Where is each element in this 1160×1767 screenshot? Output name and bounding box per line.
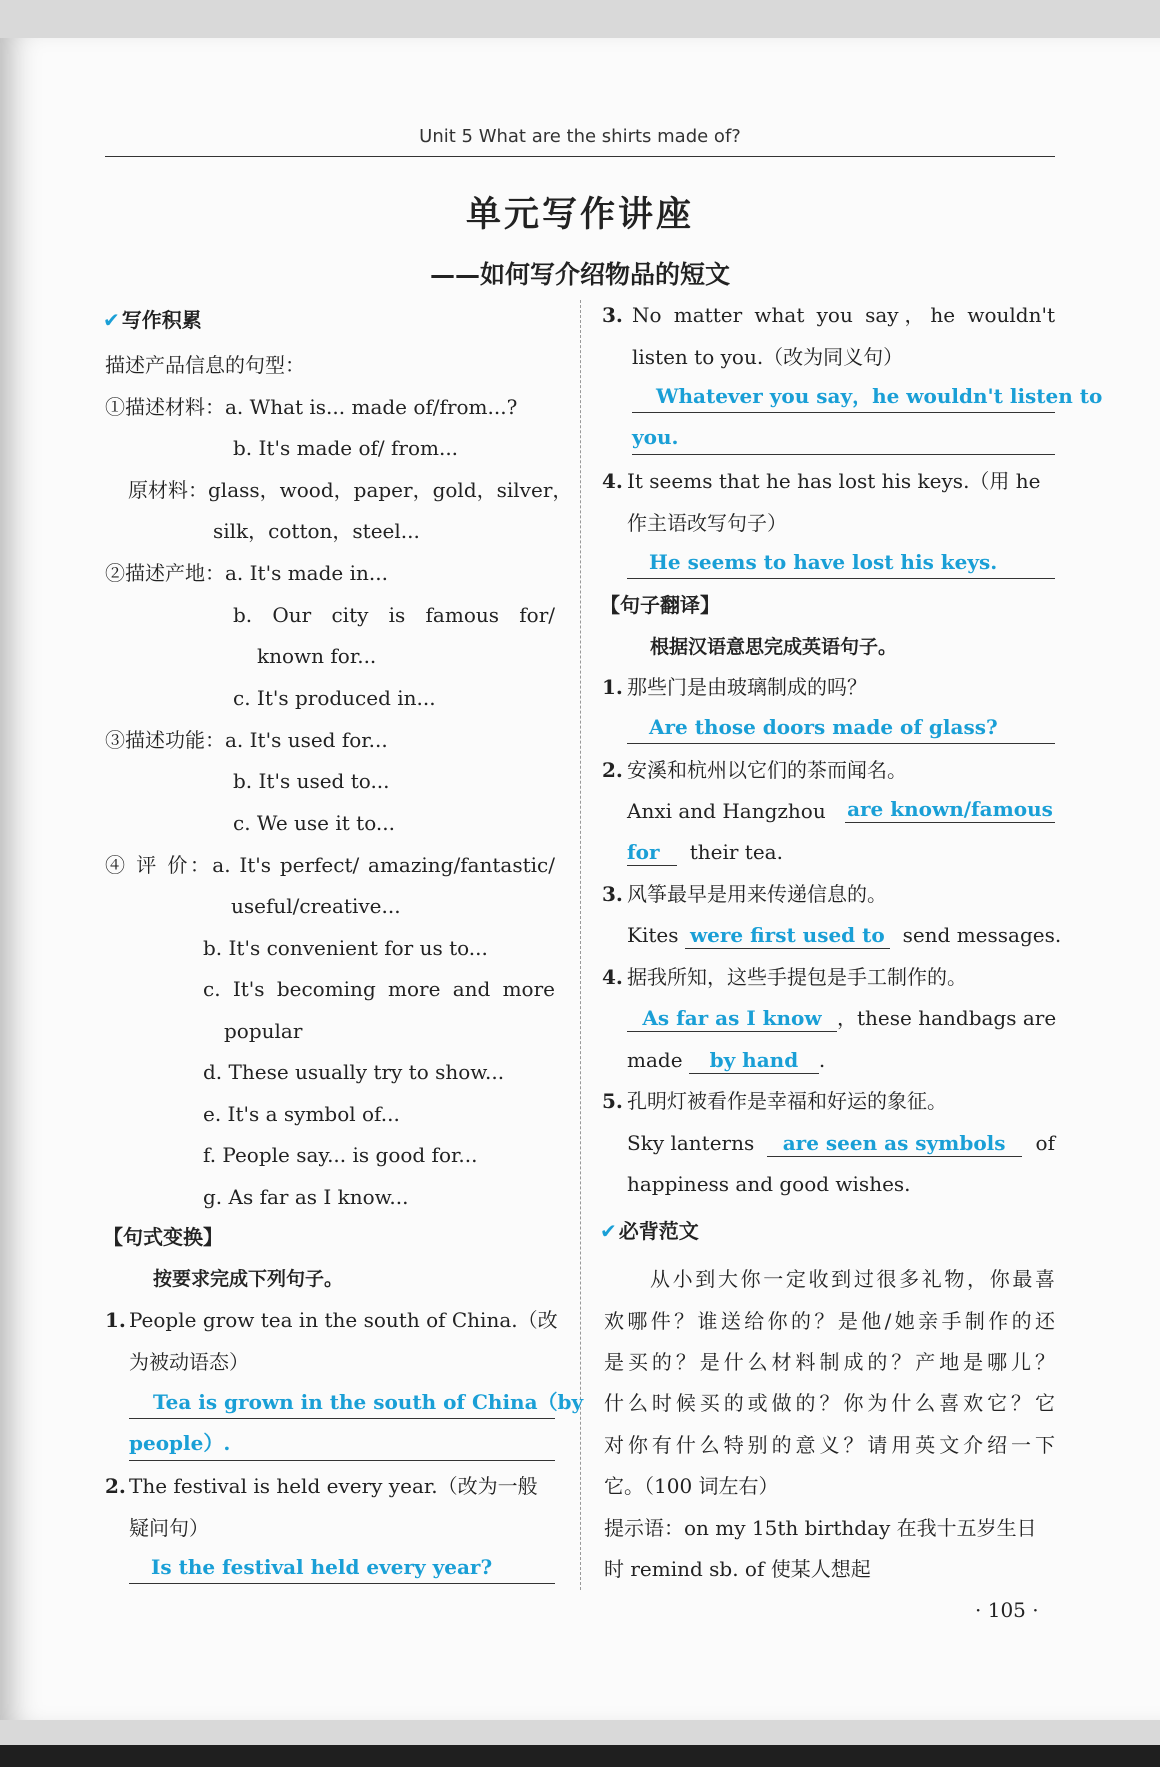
t5-sentence-cont: happiness and good wishes. <box>627 1172 911 1196</box>
t5-answer-blank: are seen as symbols <box>767 1130 1022 1157</box>
t4-chinese: 据我所知，这些手提包是手工制作的。 <box>627 965 967 989</box>
intro-line: 描述产品信息的句型： <box>105 353 305 377</box>
pattern-evaluation-b: b. It's convenient for us to... <box>203 936 488 960</box>
q1-answer: Tea is grown in the south of China（by <box>129 1387 555 1419</box>
pattern-evaluation-c-cont: popular <box>224 1019 303 1043</box>
essay-hint-line-2: 时 remind sb. of 使某人想起 <box>604 1557 871 1581</box>
t2-sentence-cont: for their tea. <box>627 840 783 864</box>
t3-sentence: Kites were first used to send messages. <box>627 923 1062 947</box>
running-head: Unit 5 What are the shirts made of? <box>419 126 741 147</box>
t1-number: 1. <box>602 675 623 699</box>
essay-prompt-line-2: 欢哪件？谁送给你的？是他/她亲手制作的还 <box>604 1309 1055 1333</box>
q1-prompt: People grow tea in the south of China.（改 <box>129 1308 558 1332</box>
q3-prompt: No matter what you say，he wouldn't <box>632 303 1055 327</box>
q2-prompt: The festival is held every year.（改为一般 <box>129 1474 538 1498</box>
q2-prompt-cont: 疑问句） <box>129 1516 209 1540</box>
t1-answer: Are those doors made of glass? <box>627 712 1055 744</box>
checkmark-icon: ✔ <box>103 308 120 332</box>
t5-sentence: Sky lanterns are seen as symbols of <box>627 1131 1055 1155</box>
t2-number: 2. <box>602 758 623 782</box>
section-heading-translation: 【句子翻译】 <box>600 593 720 617</box>
t3-chinese: 风筝最早是用来传递信息的。 <box>627 882 887 906</box>
q2-number: 2. <box>105 1474 126 1498</box>
t4-number: 4. <box>602 965 623 989</box>
pattern-evaluation-d: d. These usually try to show... <box>203 1060 505 1084</box>
q4-number: 4. <box>602 469 623 493</box>
t3-answer-blank: were first used to <box>685 922 890 949</box>
pattern-function-a: ③描述功能：a. It's used for... <box>105 728 388 752</box>
pattern-origin-b-cont: known for... <box>257 644 377 668</box>
t5-chinese: 孔明灯被看作是幸福和好运的象征。 <box>627 1089 947 1113</box>
raw-materials: 原材料：glass，wood，paper，gold，silver， <box>128 478 573 502</box>
pattern-function-c: c. We use it to... <box>233 811 395 835</box>
pattern-evaluation-f: f. People say... is good for... <box>203 1143 478 1167</box>
pattern-material-a: ①描述材料：a. What is... made of/from...? <box>105 395 518 419</box>
essay-prompt-line-3: 是买的？是什么材料制成的？产地是哪儿？ <box>604 1350 1055 1374</box>
t4-answer-blank-1: As far as I know <box>627 1005 837 1032</box>
pattern-evaluation-a-cont: useful/creative... <box>231 894 401 918</box>
instruction-translation: 根据汉语意思完成英语句子。 <box>650 636 898 658</box>
essay-prompt-line-4: 什么时候买的或做的？你为什么喜欢它？它 <box>604 1391 1055 1415</box>
section-heading-accumulation: ✔ 写作积累 <box>103 308 202 332</box>
raw-materials-cont: silk，cotton，steel... <box>213 519 420 543</box>
pattern-origin-b: b. Our city is famous for/ <box>233 603 555 627</box>
header-rule <box>105 156 1055 157</box>
pattern-evaluation-a: ④ 评 价：a. It's perfect/ amazing/fantastic/ <box>105 853 555 877</box>
checkmark-icon: ✔ <box>600 1219 617 1243</box>
essay-prompt-line-6: 它。（100 词左右） <box>604 1474 779 1498</box>
q1-prompt-cont: 为被动语态） <box>129 1350 249 1374</box>
page-subtitle: ——如何写介绍物品的短文 <box>429 260 730 289</box>
pattern-evaluation-e: e. It's a symbol of... <box>203 1102 400 1126</box>
t4-answer-blank-2: by hand <box>689 1047 819 1074</box>
essay-prompt-line-5: 对你有什么特别的意义？请用英文介绍一下 <box>604 1433 1055 1457</box>
q3-answer: Whatever you say，he wouldn't listen to <box>632 381 1055 413</box>
page-title: 单元写作讲座 <box>465 195 694 235</box>
t2-answer-blank-cont: for <box>627 839 677 866</box>
q3-prompt-cont: listen to you.（改为同义句） <box>632 345 904 369</box>
pattern-evaluation-g: g. As far as I know... <box>203 1185 409 1209</box>
section-heading-model-essay: ✔ 必背范文 <box>600 1219 699 1243</box>
t4-sentence-cont: made by hand . <box>627 1048 826 1072</box>
pattern-origin-c: c. It's produced in... <box>233 686 436 710</box>
t4-sentence: As far as I know ，these handbags are <box>627 1003 1056 1033</box>
bottom-band <box>0 1745 1160 1767</box>
page-number: · 105 · <box>975 1598 1039 1622</box>
q4-prompt-cont: 作主语改写句子） <box>627 511 787 535</box>
q1-answer-cont: people）. <box>129 1428 555 1461</box>
section-heading-transformation: 【句式变换】 <box>103 1225 223 1249</box>
q2-answer: Is the festival held every year? <box>129 1552 555 1584</box>
essay-hint-line-1: 提示语：on my 15th birthday 在我十五岁生日 <box>604 1516 1037 1540</box>
pattern-material-b: b. It's made of/ from... <box>233 436 459 460</box>
instruction-transformation: 按要求完成下列句子。 <box>153 1268 344 1290</box>
t2-chinese: 安溪和杭州以它们的茶而闻名。 <box>627 758 907 782</box>
t2-answer-blank: are known/famous <box>845 796 1055 823</box>
q3-answer-cont: you. <box>632 422 1055 455</box>
q4-answer: He seems to have lost his keys. <box>627 547 1055 579</box>
q4-prompt: It seems that he has lost his keys.（用 he <box>627 469 1041 493</box>
pattern-evaluation-c: c. It's becoming more and more <box>203 977 555 1001</box>
q1-number: 1. <box>105 1308 126 1332</box>
t3-number: 3. <box>602 882 623 906</box>
q3-number: 3. <box>602 303 623 327</box>
pattern-function-b: b. It's used to... <box>233 769 390 793</box>
t2-sentence: Anxi and Hangzhou are known/famous <box>627 796 1055 826</box>
t5-number: 5. <box>602 1089 623 1113</box>
t1-chinese: 那些门是由玻璃制成的吗？ <box>627 675 867 699</box>
pattern-origin-a: ②描述产地：a. It's made in... <box>105 561 388 585</box>
essay-prompt-line-1: 从小到大你一定收到过很多礼物，你最喜 <box>650 1267 1055 1291</box>
